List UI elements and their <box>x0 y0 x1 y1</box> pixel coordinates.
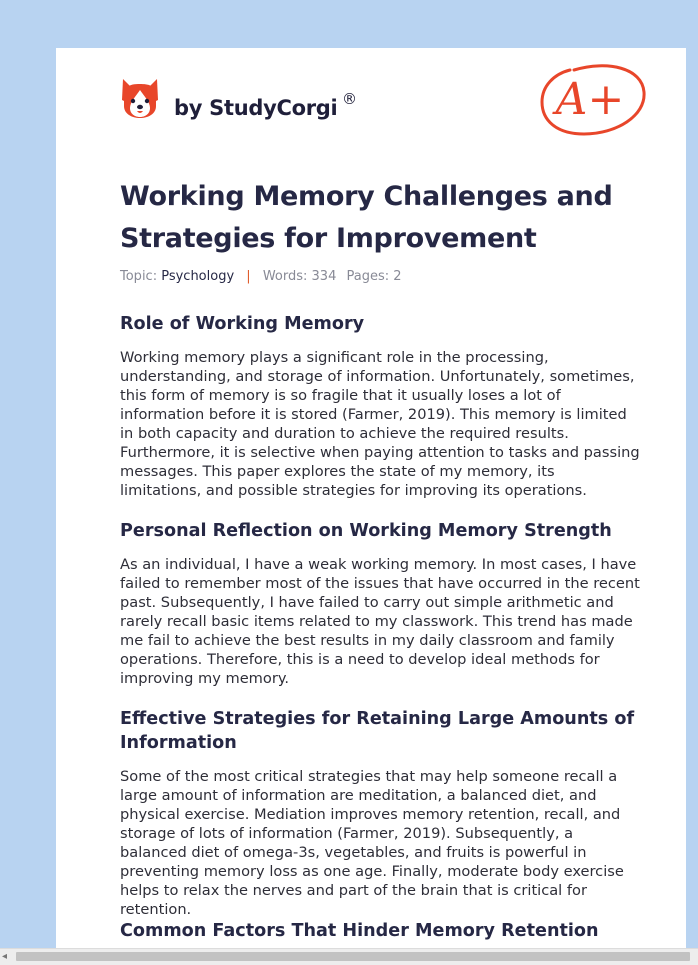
scroll-left-arrow-icon[interactable]: ◂ <box>2 951 8 962</box>
horizontal-scrollbar[interactable] <box>0 948 698 965</box>
topic-link[interactable]: Psychology <box>161 269 235 284</box>
section-heading: Common Factors That Hinder Memory Retention <box>120 921 599 941</box>
page-count: Pages: 2 <box>346 269 402 284</box>
section-paragraph: Some of the most critical strategies that may help someone recall a large amount of information are meditation, a balanced diet, and physical exercise. Mediation improves memory retention, recall, and storage of lots of information (Farmer, 2019). Subsequently, a balanced diet of omega-3s, vegetables, and fruits is powerful in preventing memory loss as one age. Finally, moderate body exercise helps to relax the nerves and part of the brain that is critical for retention. <box>120 768 624 918</box>
brand-name: by StudyCorgi <box>174 96 338 120</box>
grade-badge <box>538 58 648 144</box>
meta-separator: | <box>246 269 251 284</box>
scrollbar-thumb[interactable] <box>16 952 690 961</box>
section-paragraph: Working memory plays a significant role in the processing, understanding, and storage of information. Unfortunately, sometimes, this form of memory is so fragile that it usually loses a lot of information before it is stored (Farmer, 2019). This memory is limited in both capacity and duration to achieve the required results. Furthermore, it is selective when paying attention to tasks and passing messages. This paper explores the state of my memory, its limitations, and possible strategies for improving its operations. <box>120 349 640 499</box>
registered-mark: ® <box>342 90 357 108</box>
document-page <box>56 48 686 948</box>
grade-text: A+ <box>555 74 625 125</box>
corgi-icon <box>120 76 160 120</box>
article-meta <box>120 269 402 284</box>
page-title: Working Memory Challenges and Strategies for Improvement <box>120 181 613 254</box>
topic-label: Topic: <box>120 269 158 284</box>
section-heading: Role of Working Memory <box>120 314 365 334</box>
section-heading: Personal Reflection on Working Memory Strength <box>120 521 612 541</box>
section-paragraph: As an individual, I have a weak working memory. In most cases, I have failed to remember most of the issues that have occurred in the recent past. Subsequently, I have failed to carry out simple arithmetic and rarely recall basic items related to my classwork. This trend has made me fail to achieve the best results in my daily classroom and family operations. Therefore, this is a need to develop ideal methods for improving my memory. <box>120 556 640 687</box>
word-count: Words: 334 <box>262 269 337 284</box>
section-heading: Effective Strategies for Retaining Large Amounts of Information <box>120 709 635 753</box>
